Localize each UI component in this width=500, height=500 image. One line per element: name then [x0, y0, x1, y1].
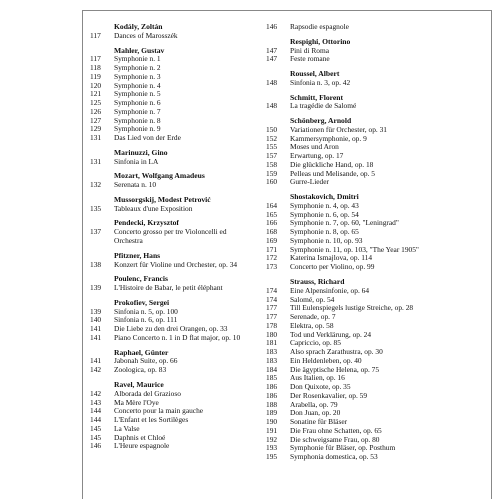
work-title: Daphnis et Chloé	[114, 433, 166, 442]
work-entry	[90, 73, 280, 82]
page-number: 159	[266, 168, 278, 178]
page-number: 138	[90, 259, 102, 269]
work-entry	[90, 158, 280, 167]
index-column-right	[266, 23, 490, 468]
work-entry	[90, 181, 280, 190]
work-title: Salomé, op. 54	[290, 295, 335, 304]
work-title-continuation: Orchestra	[114, 236, 143, 246]
page-number: 140	[90, 315, 102, 325]
page-number: 195	[266, 452, 278, 462]
composer-heading: Ravel, Maurice	[114, 379, 164, 389]
work-entry	[266, 23, 490, 32]
work-entry	[266, 126, 490, 135]
composer-heading: Prokofiev, Sergei	[114, 297, 170, 307]
work-title: Erwartung, op. 17	[290, 152, 344, 161]
page-number: 190	[266, 417, 278, 427]
work-title: Das Lied von der Erde	[114, 134, 181, 143]
work-entry	[266, 383, 490, 392]
work-entry	[90, 366, 280, 375]
page-number: 148	[266, 77, 278, 87]
page-number: 188	[266, 399, 278, 409]
page-number: 147	[266, 45, 278, 55]
work-title: Gurre-Lieder	[290, 178, 329, 187]
page-number: 139	[90, 283, 102, 293]
work-title: Die schweigsame Frau, op. 80	[290, 435, 380, 444]
work-entry	[266, 339, 490, 348]
work-title: Pini di Roma	[290, 46, 330, 55]
work-title: Serenata n. 10	[114, 181, 157, 190]
composer-group	[266, 278, 490, 462]
work-entry	[90, 357, 280, 366]
page-number: 180	[266, 329, 278, 339]
composer-heading: Mozart, Wolfgang Amadeus	[114, 171, 205, 181]
work-title: Die Frau ohne Schatten, op. 65	[290, 426, 382, 435]
page-number: 145	[90, 423, 102, 433]
work-entry	[266, 102, 490, 111]
work-title: Symphonie n. 9	[114, 125, 161, 134]
work-title: Symphonie n. 6	[114, 99, 161, 108]
work-entry	[90, 82, 280, 91]
work-title: Dances of Marosszék	[114, 31, 178, 40]
composer-group	[90, 172, 280, 190]
work-title: Piano Concerto n. 1 in D flat major, op. 10	[114, 333, 241, 342]
page-number: 174	[266, 285, 278, 295]
page-number: 117	[90, 54, 101, 64]
work-entry	[266, 263, 490, 272]
work-title: Capriccio, op. 85	[290, 339, 341, 348]
work-entry	[90, 442, 280, 451]
page-number: 126	[90, 106, 102, 116]
work-entry	[90, 108, 280, 117]
work-entry	[90, 416, 280, 425]
work-title: Arabella, op. 79	[290, 400, 338, 409]
work-entry	[90, 261, 280, 270]
page-number: 121	[90, 89, 102, 99]
work-title: Moses und Aron	[290, 143, 339, 152]
work-title: Aus Italien, op. 16	[290, 374, 345, 383]
work-entry	[90, 399, 280, 408]
page-number: 185	[266, 373, 278, 383]
page-number: 147	[266, 54, 278, 64]
work-title: Concerto pour la main gauche	[114, 407, 204, 416]
work-title: Symphonie für Bläser, op. Posthum	[290, 444, 396, 453]
composer-heading: Respighi, Ottorino	[290, 36, 351, 46]
page-number: 186	[266, 390, 278, 400]
work-entry	[266, 287, 490, 296]
composer-heading: Roussel, Albert	[290, 69, 340, 79]
composer-group	[90, 23, 280, 41]
work-title: Ma Mère l'Oye	[114, 398, 159, 407]
work-entry	[266, 427, 490, 436]
work-entry	[266, 228, 490, 237]
work-entry	[90, 32, 280, 41]
work-title: Sinfonia n. 6, op. 111	[114, 316, 178, 325]
work-title: Elektra, op. 58	[290, 321, 334, 330]
work-title: Symphonie n. 1	[114, 55, 161, 64]
page-number: 131	[90, 156, 102, 166]
page-number: 186	[266, 382, 278, 392]
index-page	[82, 10, 493, 500]
composer-group	[266, 193, 490, 272]
work-entry	[266, 392, 490, 401]
work-title: Symphonia domestica, op. 53	[290, 453, 378, 462]
work-entry	[90, 390, 280, 399]
work-title: Symphonie n. 8	[114, 116, 161, 125]
work-entry	[90, 407, 280, 416]
composer-group	[266, 70, 490, 88]
page-number: 157	[266, 151, 278, 161]
work-entry	[90, 125, 280, 134]
page-number: 145	[90, 432, 102, 442]
page-number: 131	[90, 133, 102, 143]
composer-heading: Shostakovich, Dmitri	[290, 192, 359, 202]
work-entry	[266, 55, 490, 64]
composer-group	[90, 349, 280, 375]
page-number: 148	[266, 101, 278, 111]
composer-heading: Mussorgskij, Modest Petrović	[114, 194, 211, 204]
work-title: Die ägyptische Helena, op. 75	[290, 365, 380, 374]
page-number: 139	[90, 306, 102, 316]
index-column-left	[90, 23, 280, 457]
work-entry	[90, 99, 280, 108]
page-number: 141	[90, 356, 102, 366]
page-number: 171	[266, 244, 278, 254]
work-entry	[266, 401, 490, 410]
work-title: Feste romane	[290, 55, 330, 64]
work-title: Symphonie n. 4	[114, 81, 161, 90]
work-entry	[266, 357, 490, 366]
page-number: 132	[90, 180, 102, 190]
work-entry	[266, 246, 490, 255]
work-title: Symphonie n. 7	[114, 107, 161, 116]
page-number: 142	[90, 388, 102, 398]
work-title: Sinfonia in LA	[114, 157, 159, 166]
page-number: 172	[266, 253, 278, 263]
work-entry	[90, 334, 280, 343]
work-entry	[90, 325, 280, 334]
page-number: 144	[90, 415, 102, 425]
composer-heading: Schmitt, Florent	[290, 92, 344, 102]
work-title: Katerina Ismajlova, op. 114	[290, 254, 373, 263]
composer-group	[266, 23, 490, 32]
work-title: Eine Alpensinfonie, op. 64	[290, 286, 370, 295]
page-number: 193	[266, 443, 278, 453]
work-entry	[266, 453, 490, 462]
page-number: 150	[266, 124, 278, 134]
page-number: 169	[266, 235, 278, 245]
work-title: Ein Heldenleben, op. 40	[290, 356, 362, 365]
work-title: Symphonie n. 7, op. 60, "Leningrad"	[290, 219, 399, 228]
work-entry	[266, 331, 490, 340]
composer-group	[90, 252, 280, 270]
composer-group	[90, 219, 280, 245]
work-title: La tragédie de Salomé	[290, 102, 357, 111]
page-number: 117	[90, 30, 101, 40]
work-title: Symphonie n. 8, op. 65	[290, 228, 359, 237]
work-entry	[90, 308, 280, 317]
work-title: Alborada del Grazioso	[114, 389, 181, 398]
work-entry	[266, 79, 490, 88]
work-entry	[266, 178, 490, 187]
work-entry	[90, 284, 280, 293]
work-entry	[266, 322, 490, 331]
work-title: Rapsodie espagnole	[290, 23, 349, 31]
work-entry	[266, 237, 490, 246]
page-number: 129	[90, 124, 102, 134]
work-entry	[266, 47, 490, 56]
work-entry	[90, 434, 280, 443]
page-number: 183	[266, 347, 278, 357]
work-entry	[90, 55, 280, 64]
work-title: L'Enfant et les Sortilèges	[114, 416, 189, 425]
work-title: Sinfonia n. 5, op. 100	[114, 307, 178, 316]
composer-group	[90, 381, 280, 451]
work-entry	[90, 205, 280, 214]
page-number: 143	[90, 397, 102, 407]
work-title: Symphonie n. 4, op. 43	[290, 201, 359, 210]
composer-group	[266, 38, 490, 64]
work-title: Serenade, op. 7	[290, 313, 336, 322]
work-entry	[266, 211, 490, 220]
work-entry	[266, 444, 490, 453]
page-number: 155	[266, 142, 278, 152]
composer-heading: Pfitzner, Hans	[114, 250, 161, 260]
composer-group	[90, 149, 280, 167]
work-title: Tod und Verklärung, op. 24	[290, 330, 372, 339]
work-entry	[90, 90, 280, 99]
page-number: 166	[266, 218, 278, 228]
work-title: La Valse	[114, 424, 140, 433]
work-entry	[266, 418, 490, 427]
work-entry	[90, 64, 280, 73]
composer-heading: Mahler, Gustav	[114, 45, 165, 55]
composer-heading: Pendecki, Krzysztof	[114, 218, 179, 228]
page-number: 192	[266, 434, 278, 444]
page-number: 127	[90, 115, 102, 125]
work-title: Zoologica, op. 83	[114, 366, 167, 375]
work-title: Till Eulenspiegels lustige Streiche, op. 28	[290, 304, 414, 313]
page-number: 189	[266, 408, 278, 418]
work-entry	[90, 134, 280, 143]
page-number: 181	[266, 338, 278, 348]
page-number: 141	[90, 324, 102, 334]
page-number: 141	[90, 332, 102, 342]
work-title: Konzert für Violine und Orchester, op. 34	[114, 260, 238, 269]
work-entry	[266, 143, 490, 152]
work-entry	[90, 117, 280, 126]
work-title: Kammersymphonie, op. 9	[290, 134, 367, 143]
work-entry	[266, 374, 490, 383]
page-number: 168	[266, 227, 278, 237]
work-title: Variationen für Orchester, op. 31	[290, 125, 387, 134]
composer-group	[90, 47, 280, 143]
work-entry	[266, 152, 490, 161]
work-title: Jabonah Suite, op. 66	[114, 357, 178, 366]
composer-heading: Raphael, Günter	[114, 347, 169, 357]
work-entry	[90, 316, 280, 325]
work-title: Der Rosenkavalier, op. 59	[290, 391, 368, 400]
composer-group	[90, 299, 280, 343]
work-entry	[266, 366, 490, 375]
work-entry	[90, 425, 280, 434]
work-title: Don Quixote, op. 35	[290, 383, 351, 392]
page-number: 164	[266, 200, 278, 210]
page-number: 142	[90, 365, 102, 375]
composer-heading: Kodály, Zoltán	[114, 22, 163, 31]
page-number: 158	[266, 159, 278, 169]
composer-heading: Marinuzzi, Gino	[114, 147, 168, 157]
work-title: Tableaux d'une Exposition	[114, 204, 193, 213]
composer-heading: Strauss, Richard	[290, 276, 345, 286]
page-number: 120	[90, 80, 102, 90]
work-title: L'Heure espagnole	[114, 442, 170, 451]
page-number: 183	[266, 355, 278, 365]
work-entry	[266, 436, 490, 445]
page-number: 191	[266, 425, 278, 435]
work-entry	[266, 170, 490, 179]
composer-group	[266, 117, 490, 187]
work-title: Concerto per Violino, op. 99	[290, 263, 375, 272]
work-entry	[266, 202, 490, 211]
work-title: Symphonie n. 10, op. 93	[290, 236, 363, 245]
work-title: L'Histoire de Babar, le petit éléphant	[114, 284, 223, 293]
composer-heading: Poulenc, Francis	[114, 274, 168, 284]
work-title: Sinfonia n. 3, op. 42	[290, 78, 351, 87]
work-title: Symphonie n. 6, op. 54	[290, 210, 359, 219]
work-entry	[266, 219, 490, 228]
work-entry	[266, 254, 490, 263]
work-entry	[266, 409, 490, 418]
work-title: Symphonie n. 3	[114, 72, 161, 81]
work-title: Die glückliche Hand, op. 18	[290, 160, 374, 169]
page-number: 177	[266, 312, 278, 322]
page-number: 178	[266, 320, 278, 330]
page-number: 174	[266, 294, 278, 304]
work-title: Symphonie n. 2	[114, 64, 161, 73]
page-number: 144	[90, 406, 102, 416]
page-number: 118	[90, 63, 101, 73]
work-entry	[266, 348, 490, 357]
page-number: 146	[90, 441, 102, 451]
composer-group	[266, 94, 490, 112]
page-number: 165	[266, 209, 278, 219]
page-number: 173	[266, 262, 278, 272]
work-entry	[266, 135, 490, 144]
page-number: 184	[266, 364, 278, 374]
work-entry	[266, 313, 490, 322]
work-title: Die Liebe zu den drei Orangen, op. 33	[114, 325, 228, 334]
work-entry	[266, 161, 490, 170]
work-entry	[266, 304, 490, 313]
work-title: Pelleas und Melisande, op. 5	[290, 169, 375, 178]
page-number: 137	[90, 227, 102, 237]
work-title: Concerto grosso per tre Violoncelli ed	[114, 228, 227, 237]
page-number: 152	[266, 133, 278, 143]
work-title: Also sprach Zarathustra, op. 30	[290, 348, 383, 357]
work-entry	[266, 296, 490, 305]
work-title: Symphonie n. 5	[114, 90, 161, 99]
work-title: Sonatine für Bläser	[290, 418, 348, 427]
page-number: 119	[90, 71, 101, 81]
page-number: 146	[266, 22, 278, 31]
composer-heading: Schönberg, Arnold	[290, 116, 352, 126]
composer-group	[90, 196, 280, 214]
page-number: 135	[90, 203, 102, 213]
page-number: 125	[90, 98, 102, 108]
work-title: Symphonie n. 11, op. 103, "The Year 1905"	[290, 245, 419, 254]
work-title: Don Juan, op. 20	[290, 409, 341, 418]
page-number: 177	[266, 303, 278, 313]
composer-group	[90, 275, 280, 293]
page-number: 160	[266, 177, 278, 187]
